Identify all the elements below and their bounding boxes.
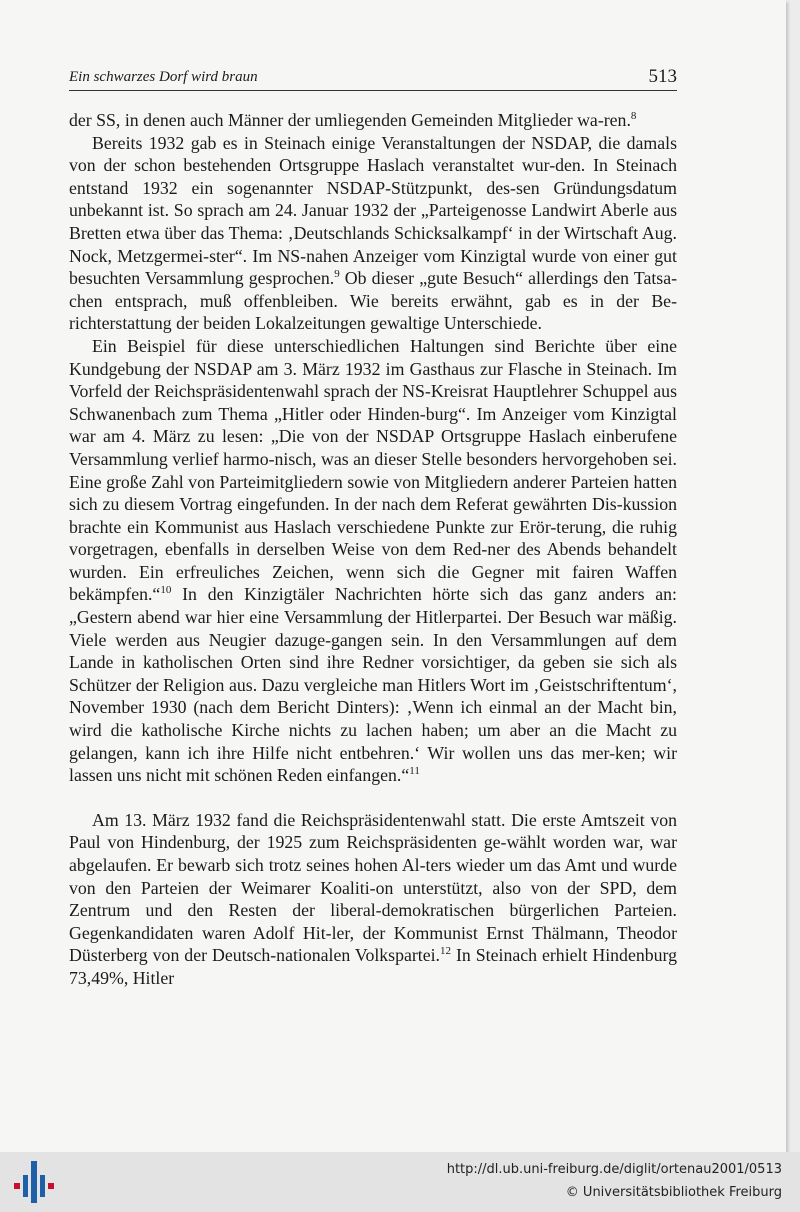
paragraph bbox=[69, 809, 677, 990]
paragraph-text: Ein Beispiel für diese unterschiedlichen Haltungen sind Berichte über eine Kundgebung der NSDAP am 3. März 1932 im Gasthaus zur Flasche in Steinach. Im Vorfeld der Reichspräsidentenwahl sprach der NS-Kreisrat Hauptlehrer Schuppel aus Schwanenbach zum Thema „Hitler oder Hinden-burg“. Im Anzeiger vom Kinzigtal war am 4. März zu lesen: „Die von der NSDAP Ortsgruppe Haslach einberufene Versammlung verlief harmo-nisch, was an dieser Stelle besonders hervorgehoben sei. Eine große Zahl von Parteimitgliedern sowie von Mitgliedern anderer Parteien hatten sich zu diesem Vortrag eingefunden. In der nach dem Referat gewährten Dis-kussion brachte ein Kommunist aus Haslach verschiedene Punkte zur Erör-terung, die ruhig vorgetragen, ebenfalls in derselben Weise von dem Red-ner des Abends behandelt wurden. Ein erfreuliches Zeichen, wenn sich die Gegner mit fairen Waffen bekämpfen.“ bbox=[69, 335, 677, 605]
paragraph-text: Am 13. März 1932 fand die Reichspräsidentenwahl statt. Die erste Amtszeit von Paul von Hindenburg, der 1925 zum Reichspräsidenten ge-wählt worden war, war abgelaufen. Er bewarb sich trotz seines hohen Al-ters wieder um das Amt und wurde von den Parteien der Weimarer Koaliti-on unterstützt, also von der SPD, dem Zentrum und den Resten der liberal-demokratischen bürgerlichen Parteien. Gegenkandidaten waren Adolf Hit-ler, der Kommunist Ernst Thälmann, Theodor Düsterberg von der Deutsch-nationalen Volkspartei. bbox=[69, 809, 677, 966]
paragraph-text: In Steinach erhielt Hindenburg 73,49%, Hitler bbox=[69, 945, 678, 988]
ub-freiburg-logo-icon bbox=[12, 1159, 56, 1205]
page-number: 513 bbox=[648, 66, 677, 87]
document-url-link[interactable]: http://dl.ub.uni-freiburg.de/diglit/ortenau2001/0513 bbox=[446, 1162, 782, 1177]
paragraph-text: der SS, in denen auch Männer der umliegenden Gemeinden Mitglieder wa-ren. bbox=[69, 110, 631, 130]
paragraph-text: In den Kinzigtäler Nachrichten hörte sich das ganz anders an: „Gestern abend war hier eine Versammlung der Hitlerpartei. Der Besuch war mäßig. Viele werden aus Neugier dazuge-gangen sein. In den Versammlungen auf dem Lande in katholischen Orten sind ihre Redner vorsichtiger, da geben sie sich als Schützer der Religion aus. Dazu vergleiche man Hitlers Wort im ‚Geistschriftentum‘, November 1930 (nach dem Bericht Dinters): ‚Wenn ich einmal an der Macht bin, wird die katholische Kirche nichts zu lachen haben; um aber an die Macht zu gelangen, kann ich ihre Hilfe nicht entbehren.‘ Wir wollen uns das mer-ken; wir lassen uns nicht mit schönen Reden einfangen.“ bbox=[69, 584, 677, 786]
paragraph bbox=[69, 335, 677, 787]
paragraph bbox=[69, 109, 677, 132]
footnote-reference: 12 bbox=[440, 945, 452, 958]
running-title: Ein schwarzes Dorf wird braun bbox=[69, 69, 258, 85]
paragraph-text: Bereits 1932 gab es in Steinach einige Veranstaltungen der NSDAP, die damals von der schon bestehenden Ortsgruppe Haslach veranstaltet wur-den. In Steinach entstand 1932 ein sogenannter NSDAP-Stützpunkt, des-sen Gründungsdatum unbekannt ist. So sprach am 24. Januar 1932 der „Parteigenosse Landwirt Aberle aus Bretten etwa über das Thema: ‚Deutschlands Schicksalkampf‘ in der Wirtschaft Aug. Nock, Metzgermei-ster“. Im NS-nahen Anzeiger vom Kinzigtal wurde von einer gut besuchten Versammlung gesprochen. bbox=[69, 132, 677, 289]
body-text bbox=[69, 109, 677, 990]
footnote-reference: 9 bbox=[334, 268, 340, 281]
footnote-reference: 8 bbox=[630, 110, 637, 122]
copyright-notice: © Universitätsbibliothek Freiburg bbox=[565, 1185, 782, 1200]
footer-bar bbox=[0, 1152, 800, 1212]
paragraph-text: Ob dieser „gute Besuch“ allerdings den Tatsa-chen entsprach, muß offenbleiben. Wie bereits erwähnt, gab es in der Be-richterstattung der beiden Lokalzeitungen gewaltige Unterschiede. bbox=[69, 268, 678, 334]
footnote-reference: 11 bbox=[409, 765, 420, 778]
paragraph bbox=[69, 132, 677, 335]
running-header bbox=[69, 64, 677, 91]
footnote-reference: 10 bbox=[160, 584, 172, 597]
